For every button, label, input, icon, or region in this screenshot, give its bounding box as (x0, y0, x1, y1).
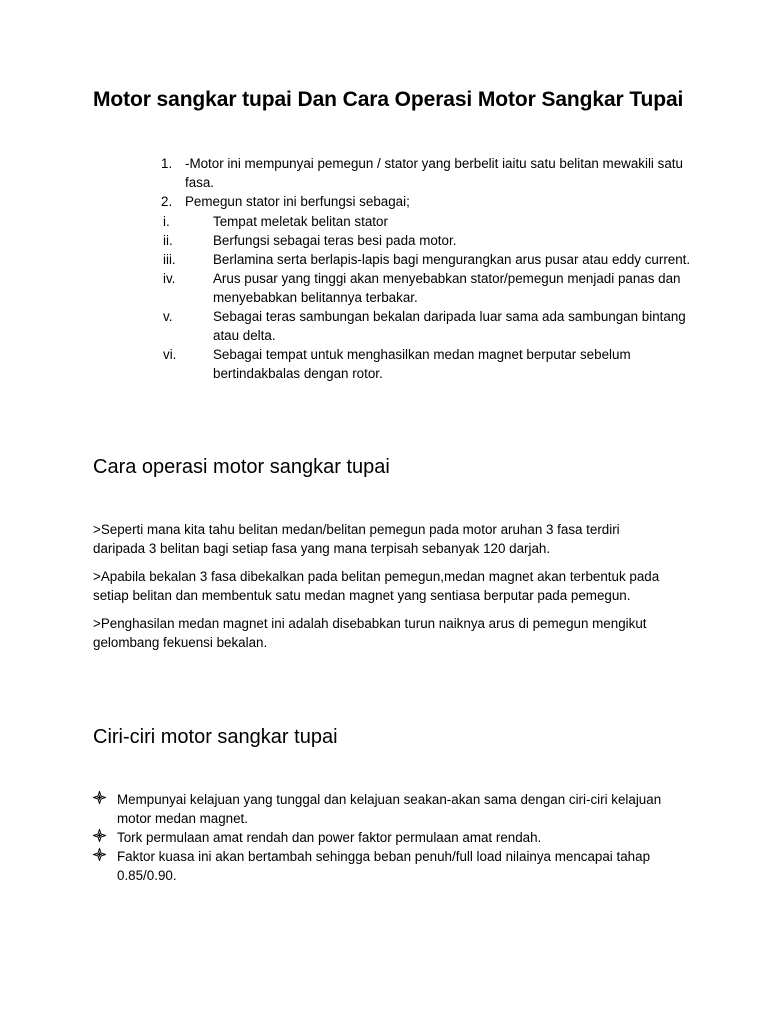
section-heading-operation: Cara operasi motor sangkar tupai (93, 456, 390, 478)
list-item-text: Tork permulaan amat rendah dan power faktor permulaan amat rendah. (117, 830, 542, 845)
list-item (93, 269, 693, 307)
list-marker: iii. (163, 252, 176, 267)
list-item (93, 154, 693, 192)
list-item-text: Mempunyai kelajuan yang tunggal dan kelajuan seakan-akan sama dengan ciri-ciri kelajuan motor medan magnet. (117, 792, 662, 826)
list-item-text: Faktor kuasa ini akan bertambah sehingga beban penuh/full load nilainya mencapai tahap 0.85/0.90. (117, 849, 651, 883)
list-marker: ii. (163, 233, 173, 248)
list-item-text: -Motor ini mempunyai pemegun / stator yang berbelit iaitu satu belitan mewakili satu fasa. (185, 156, 683, 190)
roman-list (93, 212, 693, 383)
list-item-text: Sebagai teras sambungan bekalan daripada luar sama ada sambungan bintang atau delta. (213, 309, 686, 343)
list-marker: 2. (161, 194, 173, 209)
list-item (93, 828, 673, 847)
list-marker: vi. (163, 347, 177, 362)
list-item-text: Pemegun stator ini berfungsi sebagai; (185, 194, 410, 209)
list-marker: 1. (161, 156, 173, 171)
list-item-text: Tempat meletak belitan stator (213, 214, 388, 229)
operation-paragraphs (93, 520, 673, 661)
list-item (93, 212, 693, 231)
list-item (93, 250, 693, 269)
list-item (93, 307, 693, 345)
list-item-text: Berfungsi sebagai teras besi pada motor. (213, 233, 457, 248)
list-item-text: Arus pusar yang tinggi akan menyebabkan stator/pemegun menjadi panas dan menyebabkan belitannya terbakar. (213, 271, 681, 305)
list-item-text: Sebagai tempat untuk menghasilkan medan magnet berputar sebelum bertindakbalas dengan rotor. (213, 347, 631, 381)
paragraph: >Penghasilan medan magnet ini adalah disebabkan turun naiknya arus di pemegun mengikut gelombang fekuensi bekalan. (93, 616, 647, 650)
bullet-list (93, 790, 673, 885)
page-title: Motor sangkar tupai Dan Cara Operasi Motor Sangkar Tupai (93, 88, 684, 111)
list-marker: v. (163, 309, 173, 324)
section-heading-characteristics: Ciri-ciri motor sangkar tupai (93, 726, 338, 748)
numbered-list (93, 154, 693, 211)
paragraph: >Apabila bekalan 3 fasa dibekalkan pada belitan pemegun,medan magnet akan terbentuk pada setiap belitan dan membentuk satu medan magnet yang sentiasa berputar pada pemegun. (93, 569, 660, 603)
list-item (93, 231, 693, 250)
list-item (93, 847, 673, 885)
list-item (93, 790, 673, 828)
list-item (93, 345, 693, 383)
diamond-bullet-icon (93, 848, 106, 861)
diamond-bullet-icon (93, 791, 106, 804)
list-marker: iv. (163, 271, 176, 286)
diamond-bullet-icon (93, 829, 106, 842)
list-item (93, 192, 693, 211)
paragraph: >Seperti mana kita tahu belitan medan/belitan pemegun pada motor aruhan 3 fasa terdiri daripada 3 belitan bagi setiap fasa yang mana terpisah sebanyak 120 darjah. (93, 522, 620, 556)
list-marker: i. (163, 214, 170, 229)
list-item-text: Berlamina serta berlapis-lapis bagi mengurangkan arus pusar atau eddy current. (213, 252, 691, 267)
